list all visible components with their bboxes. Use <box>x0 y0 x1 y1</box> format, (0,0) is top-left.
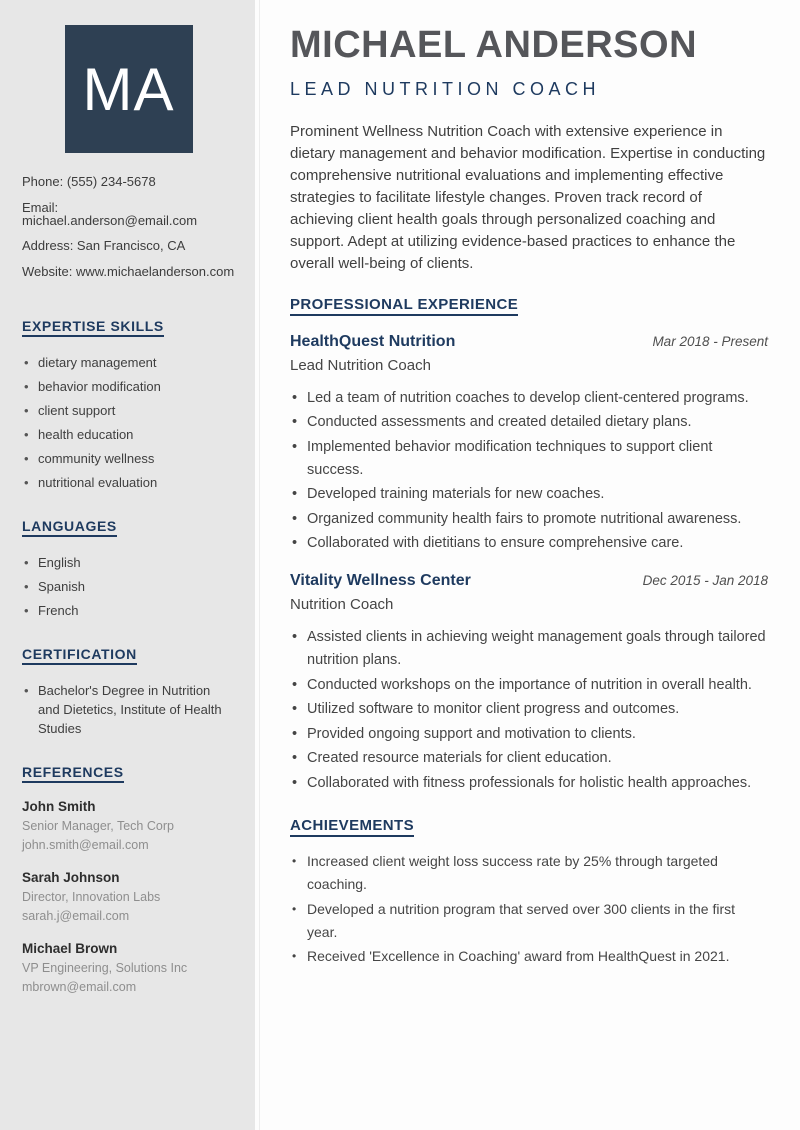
job-bullet: • Implemented behavior modification techniques to support client success. <box>290 436 768 482</box>
achievements-list <box>290 850 768 968</box>
languages-list <box>22 553 235 620</box>
skill-item: • behavior modification <box>22 377 235 396</box>
language-item: • French <box>22 601 235 620</box>
reference-name: Sarah Johnson <box>22 869 120 885</box>
skill-item: • nutritional evaluation <box>22 473 235 492</box>
reference-role: Director, Innovation Labs <box>22 889 161 904</box>
job-header <box>290 333 768 351</box>
reference-name: Michael Brown <box>22 940 118 956</box>
skill-item: • dietary management <box>22 353 235 372</box>
sidebar-divider <box>259 0 260 1130</box>
job-bullet: • Organized community health fairs to promote nutritional awareness. <box>290 508 768 531</box>
avatar <box>65 25 193 153</box>
contact-block <box>22 175 235 278</box>
job-bullet: • Led a team of nutrition coaches to develop client-centered programs. <box>290 387 768 410</box>
contact-email: Email: michael.anderson@email.com <box>22 199 198 228</box>
achievements-heading: ACHIEVEMENTS <box>290 817 414 837</box>
job-block <box>290 572 768 795</box>
language-item: • Spanish <box>22 577 235 596</box>
job-bullet: • Collaborated with fitness professionals for holistic health approaches. <box>290 772 768 795</box>
reference-email: mbrown@email.com <box>22 979 137 994</box>
job-bullet: • Conducted assessments and created detailed dietary plans. <box>290 411 768 434</box>
reference-role: VP Engineering, Solutions Inc <box>22 960 188 975</box>
reference-entry <box>22 869 235 925</box>
achievement-item: • Increased client weight loss success rate by 25% through targeted coaching. <box>290 850 768 896</box>
job-bullets <box>290 626 768 795</box>
summary-paragraph: Prominent Wellness Nutrition Coach with extensive experience in dietary management and behavior modification. Expertise in conducting comprehensive nutritional evaluations and implementing effective strategies to facilitate lifestyle changes. Proven track record of achieving client health goals through personalized coaching and support. Adept at utilizing evidence-based practices to enhance the overall well-being of clients. <box>290 122 766 272</box>
reference-email: john.smith@email.com <box>22 837 149 852</box>
contact-website: Website: www.michaelanderson.com <box>22 263 235 279</box>
avatar-monogram: MA <box>82 55 175 123</box>
company-name: HealthQuest Nutrition <box>290 332 456 350</box>
language-item: • English <box>22 553 235 572</box>
job-bullets <box>290 387 768 556</box>
job-bullet: • Provided ongoing support and motivation to clients. <box>290 723 768 746</box>
reference-entry <box>22 798 235 854</box>
contact-address: Address: San Francisco, CA <box>22 238 186 253</box>
main-content <box>290 0 768 970</box>
job-bullet: • Conducted workshops on the importance of nutrition in overall health. <box>290 674 768 697</box>
job-bullet: • Created resource materials for client education. <box>290 747 768 770</box>
skill-item: • community wellness <box>22 449 235 468</box>
company-name: Vitality Wellness Center <box>290 572 471 590</box>
job-role: Nutrition Coach <box>290 596 394 614</box>
job-bullet: • Utilized software to monitor client progress and outcomes. <box>290 698 768 721</box>
achievement-item: • Developed a nutrition program that served over 300 clients in the first year. <box>290 898 768 944</box>
reference-entry <box>22 940 235 996</box>
skill-item: • health education <box>22 425 235 444</box>
job-dates: Dec 2015 - Jan 2018 <box>642 573 768 589</box>
job-block <box>290 333 768 556</box>
achievement-item: • Received 'Excellence in Coaching' award from HealthQuest in 2021. <box>290 945 768 968</box>
certification-item: • Bachelor's Degree in Nutrition and Dietetics, Institute of Health Studies <box>22 681 235 738</box>
person-name: MICHAEL ANDERSON <box>290 24 698 66</box>
skill-item: • client support <box>22 401 235 420</box>
certification-list <box>22 681 235 738</box>
job-header <box>290 572 768 590</box>
references-list <box>22 798 235 996</box>
reference-email: sarah.j@email.com <box>22 908 130 923</box>
job-bullet: • Collaborated with dietitians to ensure comprehensive care. <box>290 532 768 555</box>
contact-phone: Phone: (555) 234-5678 <box>22 174 156 189</box>
person-title: LEAD NUTRITION COACH <box>290 78 601 99</box>
sidebar <box>0 0 255 1130</box>
job-bullet: • Developed training materials for new coaches. <box>290 483 768 506</box>
reference-role: Senior Manager, Tech Corp <box>22 818 174 833</box>
experience-heading: PROFESSIONAL EXPERIENCE <box>290 296 518 316</box>
job-bullet: • Assisted clients in achieving weight management goals through tailored nutrition plans. <box>290 626 768 672</box>
languages-heading: LANGUAGES <box>22 518 117 537</box>
job-role: Lead Nutrition Coach <box>290 356 431 374</box>
reference-name: John Smith <box>22 798 96 814</box>
job-dates: Mar 2018 - Present <box>652 333 768 349</box>
certification-heading: CERTIFICATION <box>22 646 137 665</box>
skills-heading: EXPERTISE SKILLS <box>22 318 164 337</box>
references-heading: REFERENCES <box>22 764 124 783</box>
skills-list <box>22 353 235 492</box>
